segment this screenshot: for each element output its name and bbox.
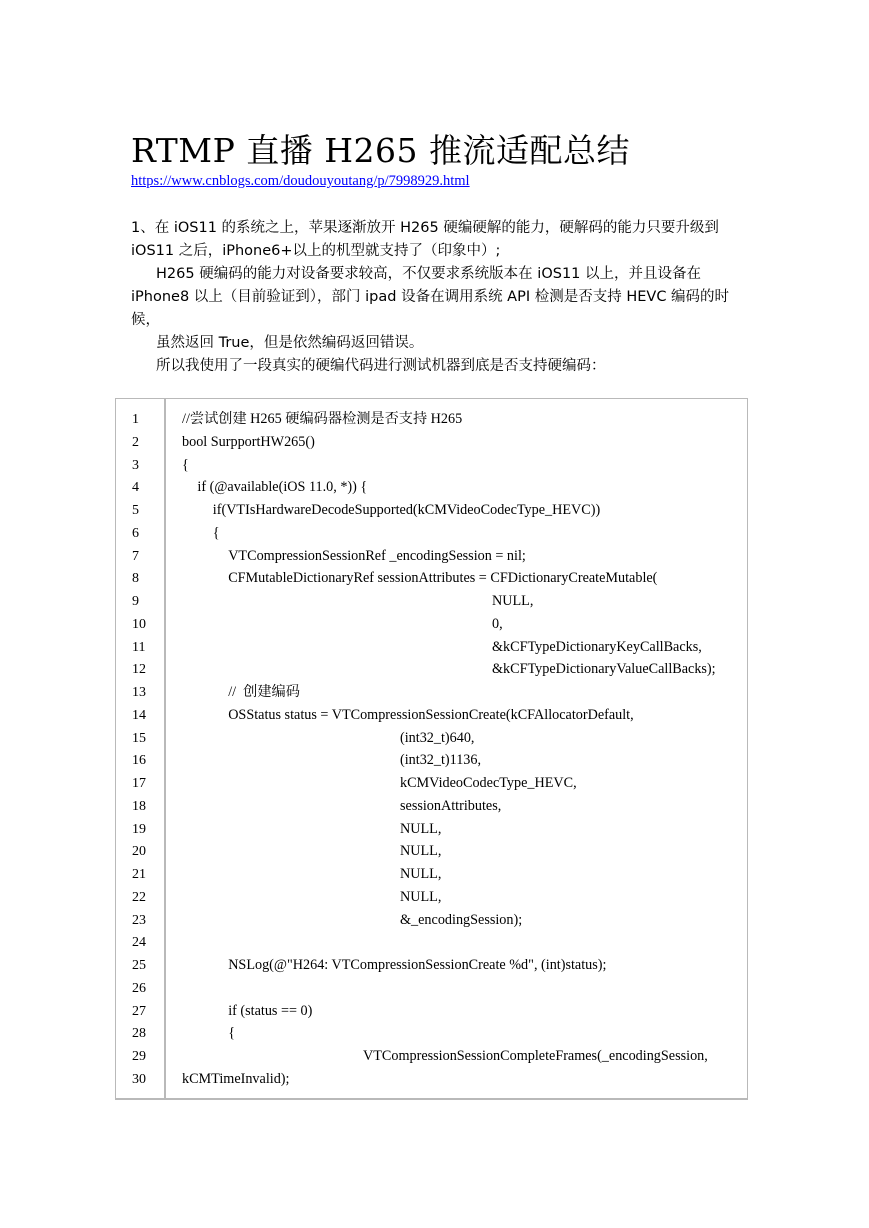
line-number: 28 — [132, 1026, 146, 1042]
line-number: 9 — [132, 594, 139, 609]
line-number: 29 — [132, 1049, 146, 1064]
code-line: { — [182, 456, 189, 473]
line-number: 17 — [132, 776, 146, 791]
line-number: 6 — [132, 525, 139, 541]
code-line: if (@available(iOS 11.0, *)) { — [197, 479, 368, 496]
code-line: // 创建编码 — [228, 684, 300, 700]
code-line: //尝试创建 H265 硬编码器检测是否支持 H265 — [182, 411, 463, 427]
line-number: 24 — [132, 935, 146, 951]
line-number: 11 — [132, 639, 146, 655]
code-line: { — [212, 524, 220, 541]
line-number: 27 — [132, 1003, 146, 1019]
code-line: sessionAttributes, — [400, 797, 502, 814]
code-line: NULL, — [400, 820, 442, 837]
paragraph-1: 1、在 iOS11 的系统之上，苹果逐渐放开 H265 硬编硬解的能力，硬解码的能力只要升级到 iOS11 之后，iPhone6+以上的机型就支持了（印象中）; — [131, 220, 719, 259]
line-number: 7 — [132, 548, 139, 564]
code-line: NSLog(@"H264: VTCompressionSessionCreate %d", (int)status); — [228, 957, 607, 973]
line-number: 23 — [132, 912, 146, 928]
code-line: kCMTimeInvalid); — [182, 1070, 290, 1087]
line-number: 10 — [132, 616, 146, 632]
line-number: 15 — [132, 730, 146, 746]
line-number: 26 — [132, 980, 146, 996]
code-line: kCMVideoCodecType_HEVC, — [400, 775, 577, 791]
code-line: VTCompressionSessionRef _encodingSession = nil; — [228, 547, 526, 564]
paragraph-3: 虽然返回 True，但是依然编码返回错误。 — [156, 335, 424, 351]
line-number: 16 — [132, 753, 146, 769]
code-line: &kCFTypeDictionaryKeyCallBacks, — [492, 638, 702, 655]
line-number: 25 — [132, 958, 146, 973]
line-number: 12 — [132, 662, 146, 678]
line-number: 14 — [132, 707, 146, 723]
line-number: 3 — [132, 457, 139, 473]
line-number: 5 — [132, 503, 139, 518]
line-number: 8 — [132, 571, 139, 587]
code-line: NULL, — [492, 593, 534, 609]
code-line: if (status == 0) — [228, 1002, 313, 1019]
code-line: NULL, — [400, 888, 442, 905]
line-number: 20 — [132, 844, 146, 860]
document-title: RTMP 直播 H265 推流适配总结 — [131, 131, 631, 171]
code-line: NULL, — [400, 843, 442, 860]
code-line: { — [228, 1025, 235, 1042]
code-line: (int32_t)640, — [400, 729, 475, 746]
code-line: CFMutableDictionaryRef sessionAttributes = CFDictionaryCreateMutable( — [228, 570, 658, 587]
code-line: if(VTIsHardwareDecodeSupported(kCMVideoCodecType_HEVC)) — [212, 502, 601, 518]
paragraph-4: 所以我使用了一段真实的硬编代码进行测试机器到底是否支持硬编码： — [156, 358, 606, 374]
line-number: 1 — [132, 412, 139, 427]
line-number: 22 — [132, 889, 146, 905]
line-number-gutter — [116, 399, 166, 1098]
code-line: &kCFTypeDictionaryValueCallBacks); — [492, 661, 716, 678]
paragraph-2: H265 硬编码的能力对设备要求较高，不仅要求系统版本在 iOS11 以上，并且设备在 iPhone8 以上（目前验证到），部门 ipad 设备在调用系统 API 检测是否支持 HEVC 编码的时候， — [131, 266, 730, 328]
code-line: bool SurpportHW265() — [182, 433, 315, 450]
code-line: VTCompressionSessionCompleteFrames(_encodingSession, — [363, 1048, 708, 1064]
code-line: 0, — [492, 615, 503, 632]
line-number: 4 — [132, 480, 139, 496]
line-number: 21 — [132, 867, 146, 882]
line-number: 18 — [132, 798, 146, 814]
code-line: OSStatus status = VTCompressionSessionCreate(kCFAllocatorDefault, — [228, 706, 634, 723]
line-number: 2 — [132, 434, 139, 450]
line-number: 30 — [132, 1071, 146, 1087]
line-number: 19 — [132, 821, 146, 837]
line-number: 13 — [132, 685, 146, 700]
code-line: (int32_t)1136, — [400, 752, 482, 769]
source-link[interactable]: https://www.cnblogs.com/doudouyoutang/p/7998929.html — [131, 173, 470, 189]
code-line: NULL, — [400, 866, 442, 882]
code-line: &_encodingSession); — [400, 911, 523, 928]
